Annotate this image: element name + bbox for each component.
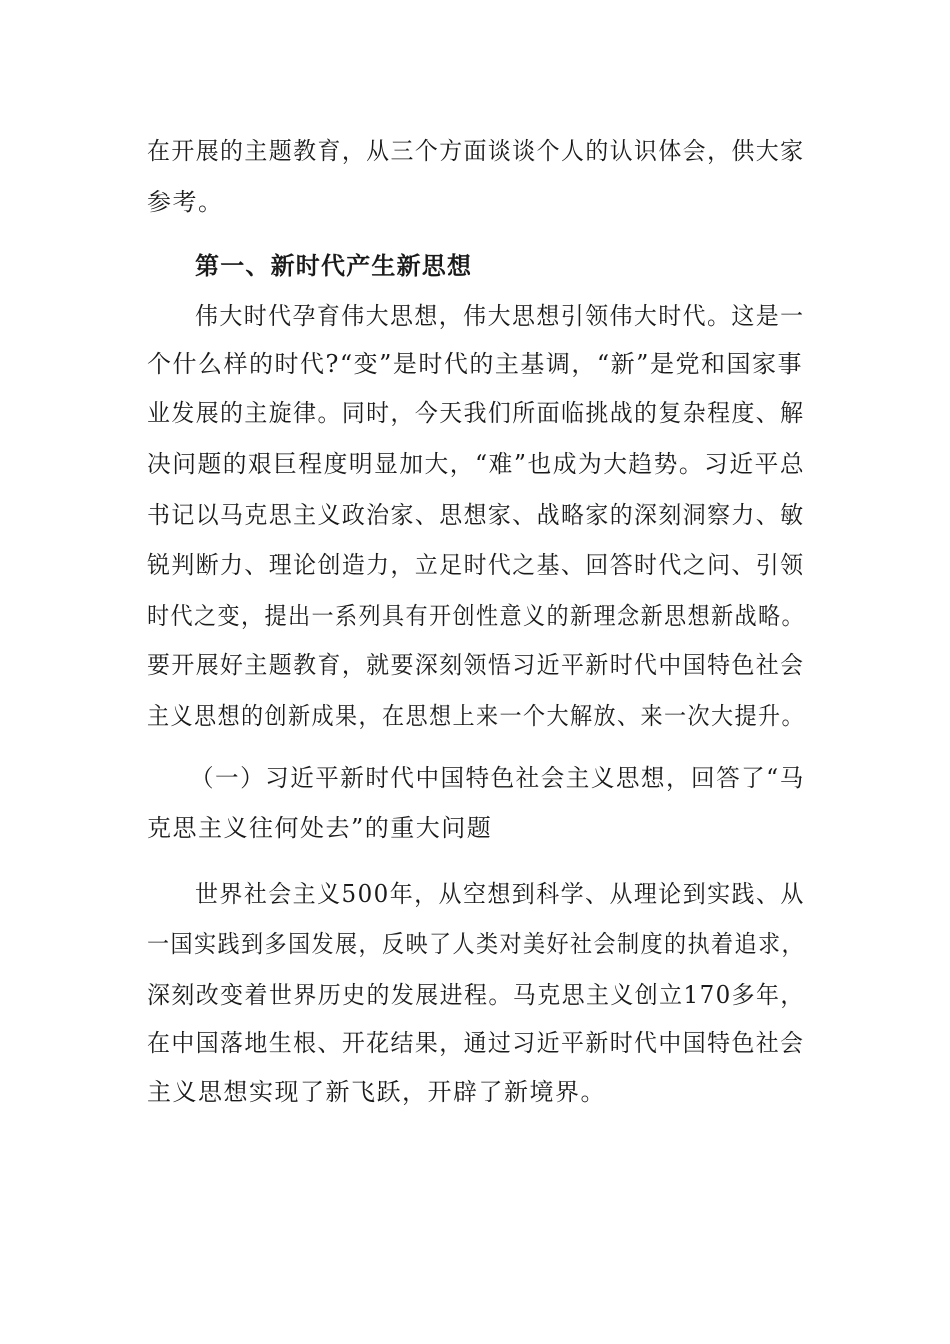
paragraph-line: 业发展的主旋律。同时，今天我们所面临挑战的复杂程度、解 [147, 399, 805, 427]
subsection-heading-line: 克思主义往何处去”的重大问题 [147, 814, 493, 842]
paragraph-line: 在中国落地生根、开花结果，通过习近平新时代中国特色社会 [147, 1029, 805, 1057]
paragraph-line: 主义思想的创新成果，在思想上来一个大解放、来一次大提升。 [147, 702, 806, 730]
paragraph-line: 书记以马克思主义政治家、思想家、战略家的深刻洞察力、敏 [147, 501, 805, 529]
section-heading: 第一、新时代产生新思想 [195, 252, 473, 280]
paragraph-line: 伟大时代孕育伟大思想，伟大思想引领伟大时代。这是一 [195, 302, 805, 330]
subsection-heading-line: （一）习近平新时代中国特色社会主义思想，回答了“马 [190, 764, 805, 792]
paragraph-line: 时代之变，提出一系列具有开创性意义的新理念新思想新战略。 [147, 602, 806, 630]
paragraph-line: 决问题的艰巨程度明显加大，“难”也成为大趋势。习近平总 [147, 450, 806, 478]
intro-line: 参考。 [147, 188, 224, 216]
paragraph-line: 锐判断力、理论创造力，立足时代之基、回答时代之问、引领 [147, 551, 805, 579]
paragraph-line: 世界社会主义500年，从空想到科学、从理论到实践、从 [195, 880, 805, 908]
paragraph-line: 一国实践到多国发展，反映了人类对美好社会制度的执着追求， [147, 930, 806, 958]
paragraph-line: 要开展好主题教育，就要深刻领悟习近平新时代中国特色社会 [147, 651, 805, 679]
paragraph-line: 主义思想实现了新飞跃，开辟了新境界。 [147, 1078, 606, 1106]
intro-line: 在开展的主题教育，从三个方面谈谈个人的认识体会，供大家 [147, 137, 805, 165]
paragraph-line: 个什么样的时代?“变”是时代的主基调，“新”是党和国家事 [147, 350, 803, 378]
paragraph-line: 深刻改变着世界历史的发展进程。马克思主义创立170多年， [147, 981, 805, 1009]
